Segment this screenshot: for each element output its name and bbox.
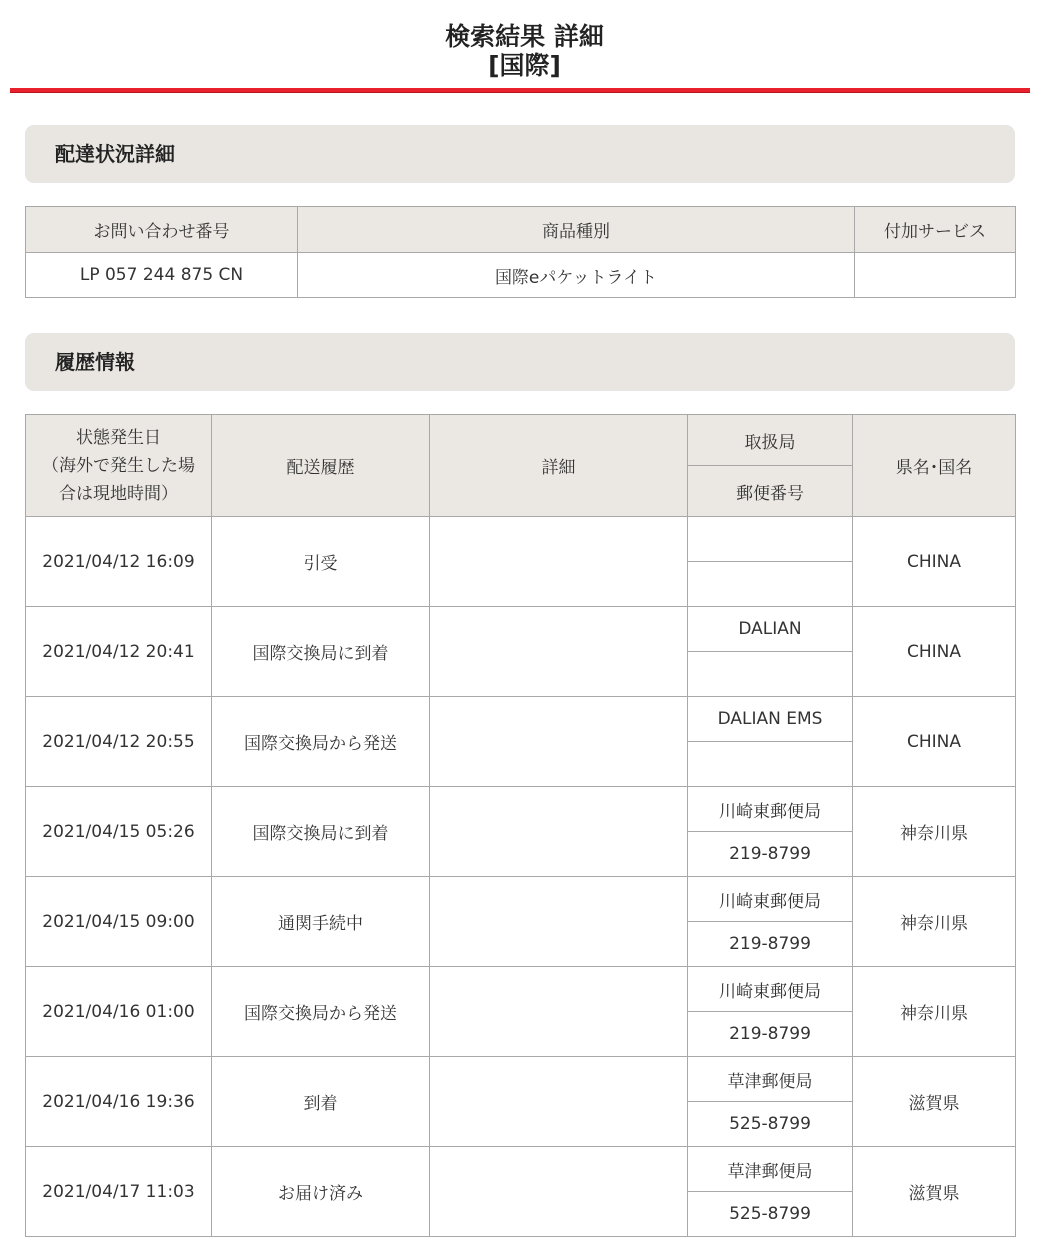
history-office-cell xyxy=(688,517,853,562)
column-header-date-line3: 合は現地時間） xyxy=(59,483,178,504)
history-date-cell: 2021/04/17 11:03 xyxy=(26,1147,212,1237)
history-detail-cell xyxy=(430,517,688,607)
history-postal-cell: 525-8799 xyxy=(688,1192,853,1237)
delivery-status-heading: 配達状況詳細 xyxy=(25,125,1015,183)
history-date-cell: 2021/04/15 05:26 xyxy=(26,787,212,877)
history-status-cell: 国際交換局に到着 xyxy=(212,607,430,697)
history-postal-cell: 219-8799 xyxy=(688,832,853,877)
history-postal-cell xyxy=(688,652,853,697)
history-header-row xyxy=(26,415,1016,466)
delivery-summary-table xyxy=(25,206,1016,298)
history-date-cell: 2021/04/15 09:00 xyxy=(26,877,212,967)
history-office-cell: 川崎東郵便局 xyxy=(688,787,853,832)
history-region-cell: CHINA xyxy=(853,517,1016,607)
history-row xyxy=(26,787,1016,832)
history-postal-cell: 219-8799 xyxy=(688,922,853,967)
history-row xyxy=(26,967,1016,1012)
history-row xyxy=(26,697,1016,742)
history-detail-cell xyxy=(430,877,688,967)
history-status-cell: お届け済み xyxy=(212,1147,430,1237)
column-header-date-line2: （海外で発生した場 xyxy=(42,455,195,476)
history-region-cell: CHINA xyxy=(853,607,1016,697)
column-header-region: 県名･国名 xyxy=(853,415,1016,517)
column-header-tracking-number: お問い合わせ番号 xyxy=(26,207,298,253)
column-header-product-type: 商品種別 xyxy=(298,207,855,253)
history-postal-cell: 525-8799 xyxy=(688,1102,853,1147)
history-region-cell: 神奈川県 xyxy=(853,787,1016,877)
history-row xyxy=(26,607,1016,652)
history-region-cell: 滋賀県 xyxy=(853,1057,1016,1147)
history-row xyxy=(26,877,1016,922)
history-date-cell: 2021/04/16 01:00 xyxy=(26,967,212,1057)
history-table xyxy=(25,414,1016,1237)
history-status-cell: 通関手続中 xyxy=(212,877,430,967)
history-region-cell: CHINA xyxy=(853,697,1016,787)
history-date-cell: 2021/04/12 20:41 xyxy=(26,607,212,697)
history-detail-cell xyxy=(430,607,688,697)
history-heading: 履歴情報 xyxy=(25,333,1015,391)
column-header-detail: 詳細 xyxy=(430,415,688,517)
page-title-line2: [国際] xyxy=(488,51,561,80)
history-region-cell: 神奈川県 xyxy=(853,877,1016,967)
title-divider xyxy=(10,88,1030,93)
summary-row xyxy=(26,253,1016,298)
history-postal-cell xyxy=(688,562,853,607)
history-status-cell: 国際交換局に到着 xyxy=(212,787,430,877)
history-row xyxy=(26,517,1016,562)
history-postal-cell xyxy=(688,742,853,787)
history-detail-cell xyxy=(430,697,688,787)
page-title-line1: 検索結果 詳細 xyxy=(445,22,604,51)
history-row xyxy=(26,1057,1016,1102)
history-status-cell: 国際交換局から発送 xyxy=(212,967,430,1057)
product-type-cell: 国際eパケットライト xyxy=(298,253,855,298)
summary-header-row xyxy=(26,207,1016,253)
history-office-cell: DALIAN xyxy=(688,607,853,652)
history-office-cell: DALIAN EMS xyxy=(688,697,853,742)
history-status-cell: 国際交換局から発送 xyxy=(212,697,430,787)
column-header-date xyxy=(26,415,212,517)
history-office-cell: 川崎東郵便局 xyxy=(688,967,853,1012)
history-office-cell: 川崎東郵便局 xyxy=(688,877,853,922)
history-region-cell: 滋賀県 xyxy=(853,1147,1016,1237)
history-detail-cell xyxy=(430,787,688,877)
column-header-status: 配送履歴 xyxy=(212,415,430,517)
history-office-cell: 草津郵便局 xyxy=(688,1057,853,1102)
history-status-cell: 到着 xyxy=(212,1057,430,1147)
history-status-cell: 引受 xyxy=(212,517,430,607)
history-date-cell: 2021/04/16 19:36 xyxy=(26,1057,212,1147)
column-header-additional-service: 付加サービス xyxy=(855,207,1016,253)
column-header-office: 取扱局 xyxy=(688,415,853,466)
history-office-cell: 草津郵便局 xyxy=(688,1147,853,1192)
history-detail-cell xyxy=(430,1147,688,1237)
column-header-date-line1: 状態発生日 xyxy=(76,427,161,448)
history-detail-cell xyxy=(430,1057,688,1147)
history-detail-cell xyxy=(430,967,688,1057)
tracking-number-cell: LP 057 244 875 CN xyxy=(26,253,298,298)
history-row xyxy=(26,1147,1016,1192)
additional-service-cell xyxy=(855,253,1016,298)
history-region-cell: 神奈川県 xyxy=(853,967,1016,1057)
history-date-cell: 2021/04/12 20:55 xyxy=(26,697,212,787)
history-postal-cell: 219-8799 xyxy=(688,1012,853,1057)
page-title xyxy=(0,0,1049,80)
column-header-postal-code: 郵便番号 xyxy=(688,466,853,517)
history-date-cell: 2021/04/12 16:09 xyxy=(26,517,212,607)
